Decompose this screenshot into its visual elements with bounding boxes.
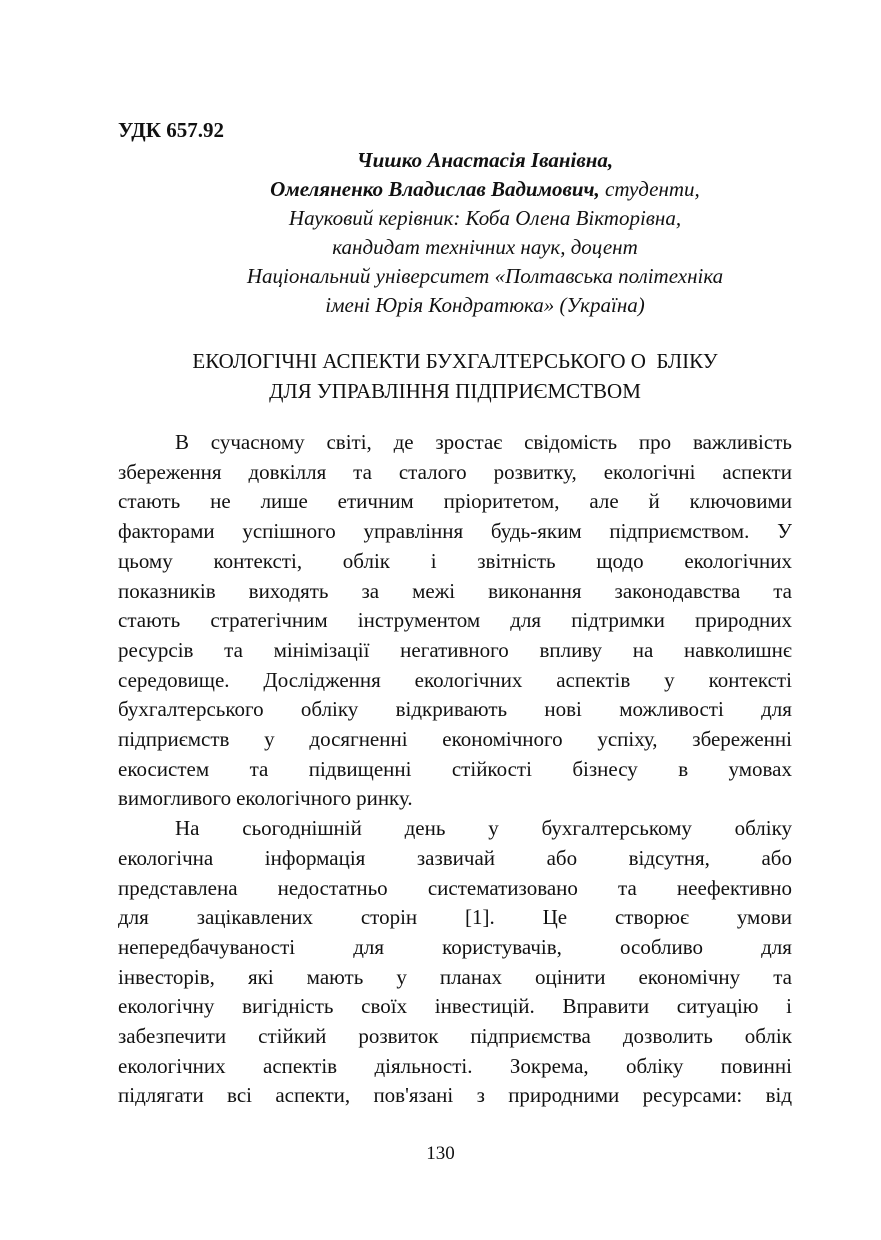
word: будь-яким [490,519,582,544]
word: середовище. [118,667,230,692]
word: економічну [638,964,741,989]
word: контексті, [213,548,303,573]
word: мають [306,964,364,989]
word: для [353,934,385,959]
word: дозволить [622,1024,713,1049]
text-line [118,1052,792,1082]
word: підлягати [118,1083,204,1108]
word: в [678,756,689,781]
word: сучасному [210,430,305,454]
text-line [118,933,792,963]
author-2-name: Омеляненко Владислав Вадимович, [270,177,600,201]
word: В [175,430,190,454]
word: підприємства [470,1024,591,1049]
word: стійкий [258,1024,327,1049]
text-line [118,458,792,488]
text-line [118,428,792,458]
word: інструментом [357,608,481,633]
word: систематизовано [427,875,578,900]
text-line [118,992,792,1022]
word: стійкості [451,756,532,781]
word: виходять [248,578,329,603]
supervisor: Науковий керівник: Коба Олена Вікторівна, [288,206,682,230]
word: й [648,489,660,514]
word: недостатньо [277,875,388,900]
word: про [638,430,672,454]
text-line [118,695,792,725]
word: аспекти, [275,1083,351,1108]
word: виконання [488,578,582,603]
word: підтримки [571,608,665,633]
word: інвестицій. [434,994,535,1019]
word: від [765,1083,792,1108]
word: вимогливого [118,786,232,811]
word: успіху, [597,727,658,752]
word: та [353,459,372,484]
word: створює [614,905,689,930]
word: світі, [326,430,372,454]
word: інформація [264,845,366,870]
word: неефективно [676,875,792,900]
text-line [118,963,792,993]
word: сторін [360,905,418,930]
word: користувачів, [442,934,562,959]
word: пов'язані [373,1083,454,1108]
text-line [118,1022,792,1052]
word: Зокрема, [509,1053,589,1078]
word: підприємств [118,727,230,752]
word: планах [439,964,502,989]
word: зазвичай [416,845,496,870]
word: природними [508,1083,620,1108]
word: та [618,875,637,900]
text-line [118,725,792,755]
word: стають [118,489,181,514]
text-line [118,755,792,785]
institution-line-1: Національний університет «Полтавська політехніка [246,264,724,288]
author-role: студенти, [605,177,700,201]
word: облік [342,548,390,573]
word: день [404,816,446,841]
word: стратегічним [210,608,328,633]
word: які [247,964,274,989]
word: досягненні [309,727,408,752]
word: у [664,667,675,692]
word: екологічного [236,786,352,811]
word: всі [227,1083,252,1108]
text-line [118,784,792,814]
word: нові [544,697,582,722]
word: оцінити [534,964,606,989]
word: умовах [728,756,792,781]
word: етичним [337,489,414,514]
word: екологічних [414,667,523,692]
word: цьому [118,548,173,573]
word: факторами [118,519,215,544]
text-line [118,636,792,666]
author-1-name: Чишко Анастасія Іванівна, [356,148,614,172]
word: за [361,578,380,603]
word: діяльності. [374,1053,473,1078]
word: свідомість [524,430,618,454]
author-1 [118,146,792,175]
word: Це [542,905,568,930]
word: збереженні [692,727,792,752]
word: непередбачуваності [118,934,296,959]
title-line: ЕКОЛОГІЧНІ АСПЕКТИ БУХГАЛТЕРСЬКОГО О БЛІКУ [192,349,718,373]
text-line [118,487,792,517]
word: сталого [398,459,467,484]
word: і [786,994,792,1019]
word: підприємством. [609,519,750,544]
word: своїх [361,994,408,1019]
word: облік [744,1024,792,1049]
article-title [118,346,792,406]
word: обліку [734,816,792,841]
word: бухгалтерському [541,816,692,841]
word: повинні [720,1053,792,1078]
word: збереження [118,459,222,484]
word: контексті [708,667,792,692]
word: Вправити [562,994,650,1019]
word: екосистем [118,756,210,781]
word: обліку [626,1053,684,1078]
word: щодо [596,548,644,573]
article-body [118,428,792,1111]
word: у [264,727,275,752]
word: на [632,637,654,662]
udk-code: УДК 657.92 [118,118,224,142]
word: На [175,816,200,841]
word: показників [118,578,216,603]
word: сьогоднішній [242,816,362,841]
word: ресурсами: [642,1083,743,1108]
word: лише [260,489,308,514]
text-line [118,606,792,636]
text-line [118,1081,792,1111]
text-line [118,547,792,577]
institution-line-2: імені Юрія Кондратюка» (Україна) [325,293,645,317]
text-line [118,903,792,933]
word: У [777,519,792,544]
word: ключовими [689,489,792,514]
word: ресурсів [118,637,194,662]
word: бізнесу [572,756,638,781]
word: зростає [435,430,503,454]
word: аспекти [722,459,792,484]
word: впливу [539,637,603,662]
author-2 [118,175,792,204]
word: екологічну [118,994,215,1019]
word: де [393,430,414,454]
word: інвесторів, [118,964,215,989]
word: бухгалтерського [118,697,264,722]
word: та [224,637,243,662]
word: вигідність [242,994,334,1019]
word: представлена [118,875,238,900]
word: розвитку, [493,459,577,484]
word: або [546,845,578,870]
word: навколишнє [683,637,792,662]
word: аспектів [556,667,631,692]
word: відкривають [395,697,508,722]
author-block [118,146,792,320]
title-line: ДЛЯ УПРАВЛІННЯ ПІДПРИЄМСТВОМ [269,379,641,403]
word: екологічних [684,548,792,573]
word: звітність [477,548,556,573]
word: для [118,905,149,930]
word: умови [736,905,792,930]
text-line [118,814,792,844]
word: та [773,964,792,989]
word: [1]. [465,905,495,930]
word: мінімізації [273,637,370,662]
word: важливість [692,430,792,454]
word: зацікавлених [196,905,313,930]
word: особливо [620,934,704,959]
word: ринку. [356,786,413,811]
word: або [761,845,792,870]
word: і [430,548,437,573]
word: природних [694,608,792,633]
word: екологічних [118,1053,226,1078]
word: підвищенні [308,756,412,781]
word: але [589,489,619,514]
word: законодавства [614,578,741,603]
word: екологічні [603,459,696,484]
supervisor-degree: кандидат технічних наук, доцент [332,235,638,259]
word: негативного [400,637,509,662]
word: Дослідження [263,667,381,692]
text-line [118,874,792,904]
word: не [210,489,231,514]
word: межі [412,578,456,603]
word: ситуацію [676,994,759,1019]
word: економічного [442,727,563,752]
word: можливості [619,697,724,722]
word: довкілля [248,459,327,484]
word: успішного [242,519,336,544]
word: стають [118,608,181,633]
word: у [396,964,407,989]
word: відсутня, [628,845,710,870]
word: для [510,608,542,633]
word: обліку [300,697,359,722]
word: управління [363,519,464,544]
word: та [249,756,269,781]
page-number: 130 [426,1143,455,1164]
text-line [118,517,792,547]
word: розвиток [358,1024,439,1049]
text-line [118,844,792,874]
text-line [118,577,792,607]
word: екологічна [118,845,214,870]
text-line [118,666,792,696]
word: та [773,578,792,603]
word: забезпечити [118,1024,227,1049]
word: для [761,934,792,959]
word: для [761,697,792,722]
word: аспектів [263,1053,338,1078]
word: у [488,816,499,841]
word: пріоритетом, [443,489,560,514]
word: з [476,1083,485,1108]
